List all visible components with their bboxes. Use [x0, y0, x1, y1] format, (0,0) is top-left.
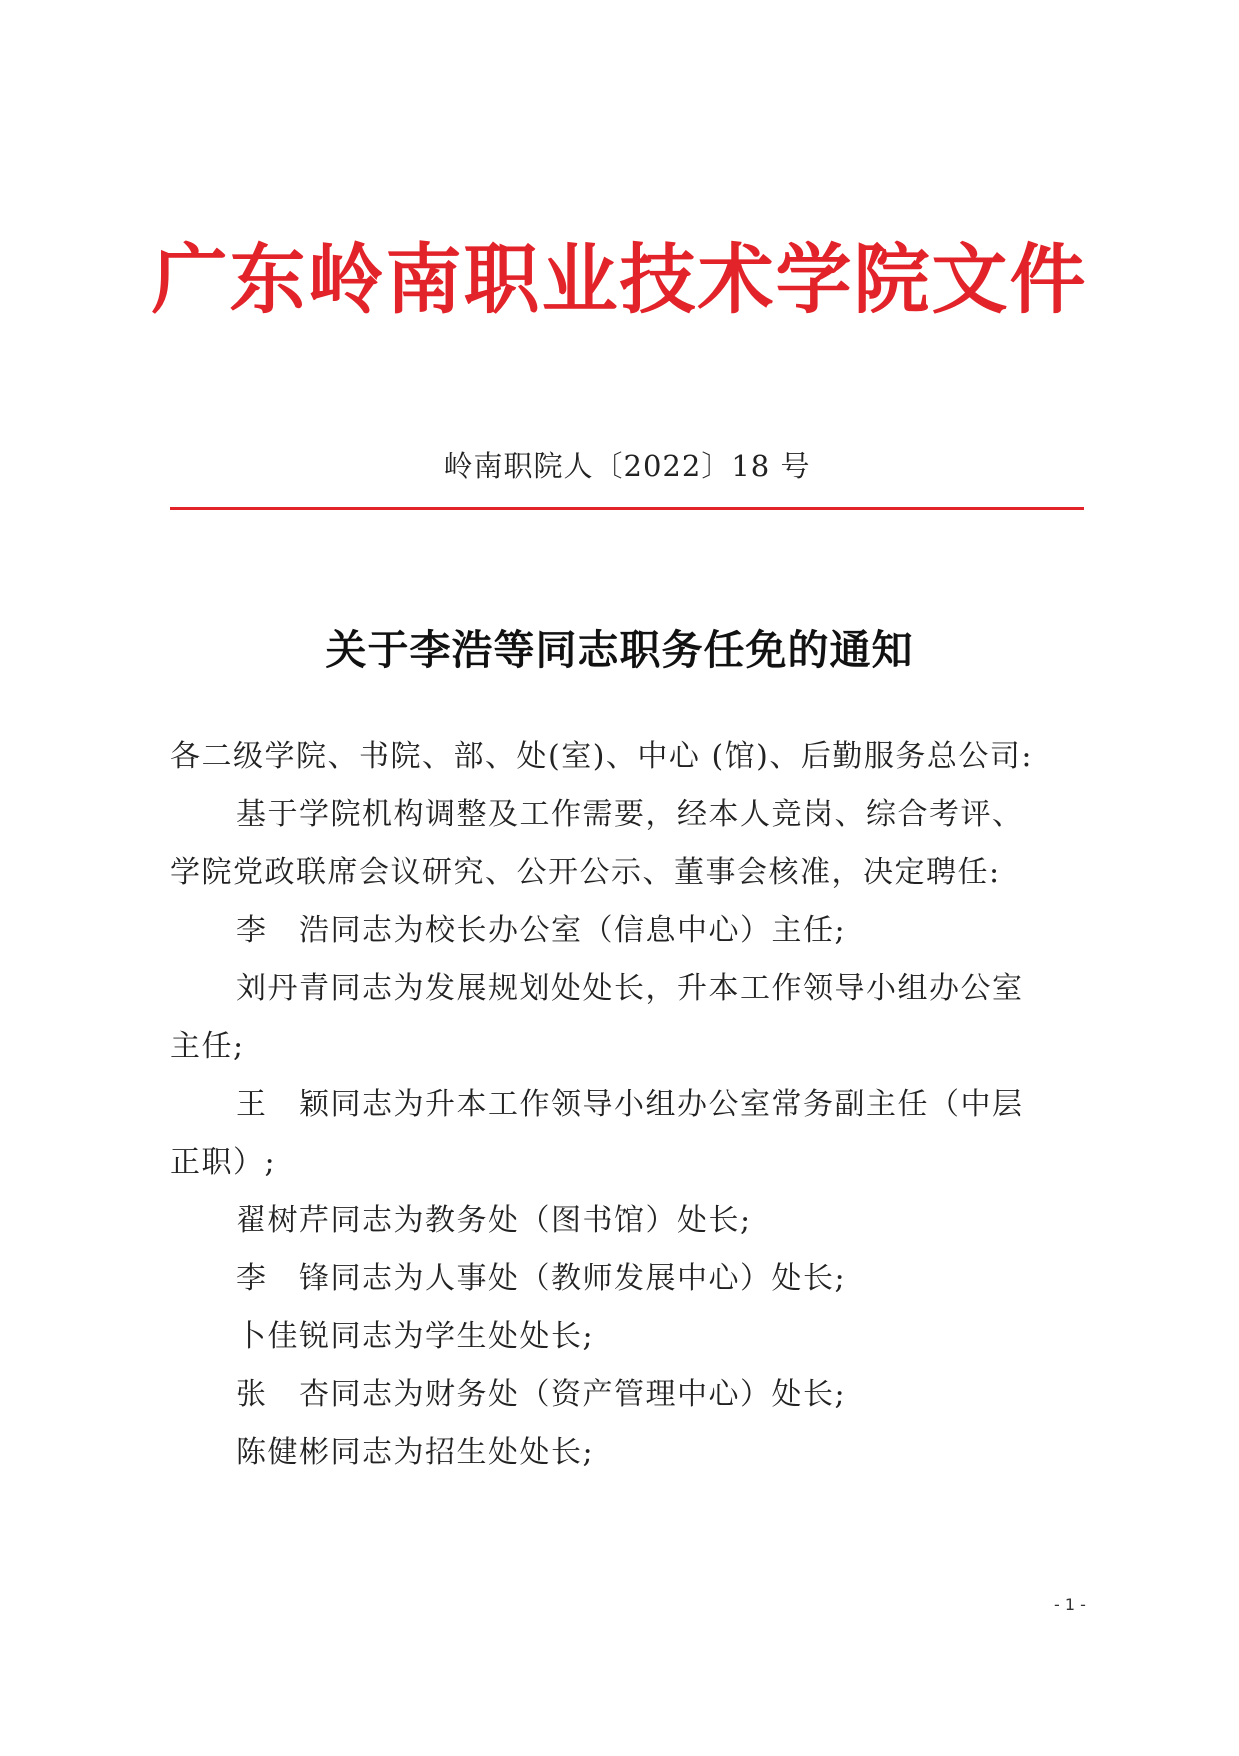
- appointment-item: 陈健彬同志为招生处处长;: [236, 1435, 595, 1470]
- intro-paragraph-line-1: 基于学院机构调整及工作需要，经本人竞岗、综合考评、: [236, 797, 1024, 832]
- appointment-item-continuation: 主任;: [170, 1029, 245, 1064]
- appointment-item: 李 锋同志为人事处（教师发展中心）处长;: [236, 1261, 847, 1296]
- appointment-item: 李 浩同志为校长办公室（信息中心）主任;: [236, 913, 847, 948]
- appointment-item-continuation: 正职）;: [170, 1145, 277, 1180]
- appointment-item: 卜佳锐同志为学生处处长;: [236, 1319, 595, 1354]
- intro-paragraph-line-2: 学院党政联席会议研究、公开公示、董事会核准，决定聘任:: [170, 855, 1001, 890]
- red-divider-rule: [170, 507, 1084, 510]
- appointment-item: 刘丹青同志为发展规划处处长，升本工作领导小组办公室: [236, 971, 1024, 1006]
- page-number: - 1 -: [1054, 1595, 1086, 1614]
- masthead-title: 广东岭南职业技术学院文件: [151, 235, 1088, 324]
- appointment-item: 张 杏同志为财务处（资产管理中心）处长;: [236, 1377, 847, 1412]
- notice-title: 关于李浩等同志职务任免的通知: [325, 626, 914, 674]
- addressee-line: 各二级学院、书院、部、处(室)、中心 (馆)、后勤服务总公司:: [170, 739, 1033, 774]
- document-number: 岭南职院人〔2022〕18 号: [443, 449, 811, 483]
- appointment-item: 翟树芹同志为教务处（图书馆）处长;: [236, 1203, 752, 1238]
- appointment-item: 王 颖同志为升本工作领导小组办公室常务副主任（中层: [236, 1087, 1024, 1122]
- notice-body: [170, 728, 1084, 1528]
